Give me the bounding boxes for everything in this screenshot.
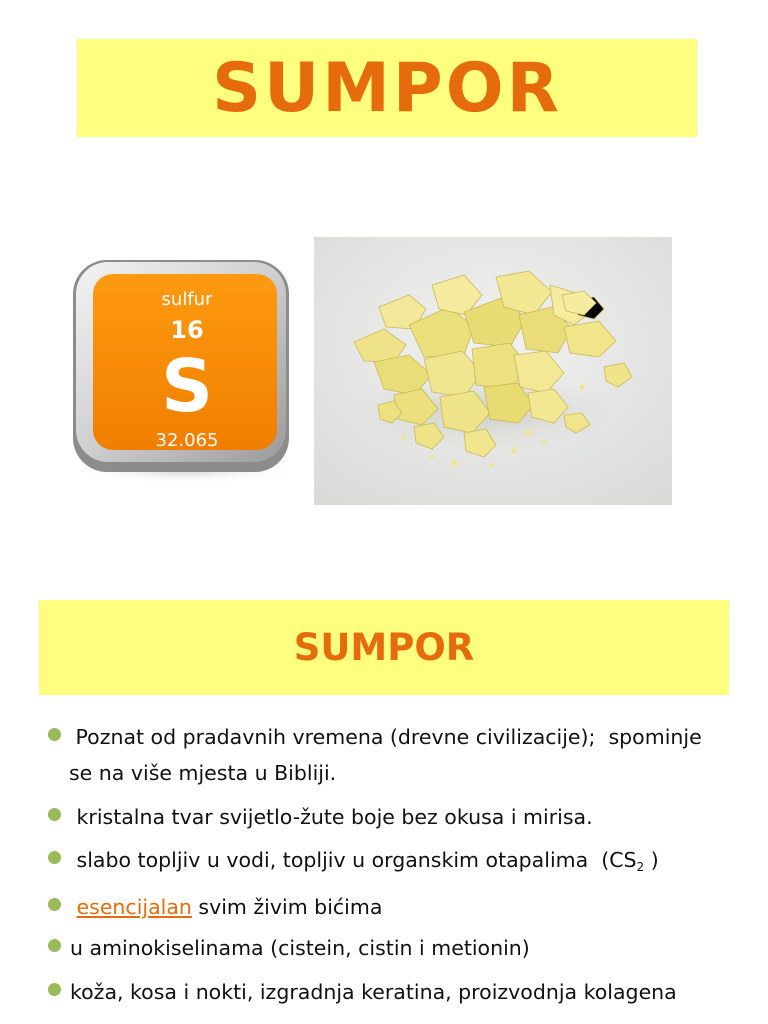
list-item-text: u aminokiselinama (cistein, cistin i metionin) <box>70 936 530 960</box>
page-title: SUMPOR <box>212 48 562 128</box>
list-item-text-rest: svim živim bićima <box>191 895 383 919</box>
element-name: sulfur <box>161 289 213 310</box>
bullet-dot-icon <box>48 728 61 741</box>
bullet-dot-icon <box>48 808 61 821</box>
esencijalan-link[interactable]: esencijalan <box>76 895 192 919</box>
atomic-number: 16 <box>170 316 204 344</box>
bullet-dot-icon <box>48 983 61 996</box>
list-item-text: koža, kosa i nokti, izgradnja keratina, proizvodnja kolagena <box>70 980 677 1004</box>
section-banner <box>39 600 729 695</box>
sulfur-pieces-graphic <box>314 237 672 505</box>
section-heading: SUMPOR <box>293 626 475 669</box>
sulfur-photo <box>314 237 672 505</box>
element-tile-graphic <box>51 252 301 487</box>
subscript: 2 <box>636 860 645 874</box>
list-item-text-main: slabo topljiv u vodi, topljiv u organskim otapalima (CS <box>70 848 637 872</box>
element-symbol: S <box>161 344 213 428</box>
list-item-text: Poznat od pradavnih vremena (drevne civilizacije); spominje <box>69 725 702 749</box>
bullet-dot-icon <box>48 898 61 911</box>
list-item-text <box>70 842 659 885</box>
list-item-text-after: ) <box>644 848 659 872</box>
list-item-text: kristalna tvar svijetlo-žute boje bez okusa i mirisa. <box>70 805 593 829</box>
title-banner <box>77 39 697 137</box>
element-tile-image <box>51 252 301 487</box>
list-item-text-continued: se na više mjesta u Bibliji. <box>69 761 337 785</box>
list-item-text <box>70 889 382 925</box>
atomic-mass: 32.065 <box>155 430 219 451</box>
bullet-dot-icon <box>48 939 61 952</box>
bullet-dot-icon <box>48 851 61 864</box>
